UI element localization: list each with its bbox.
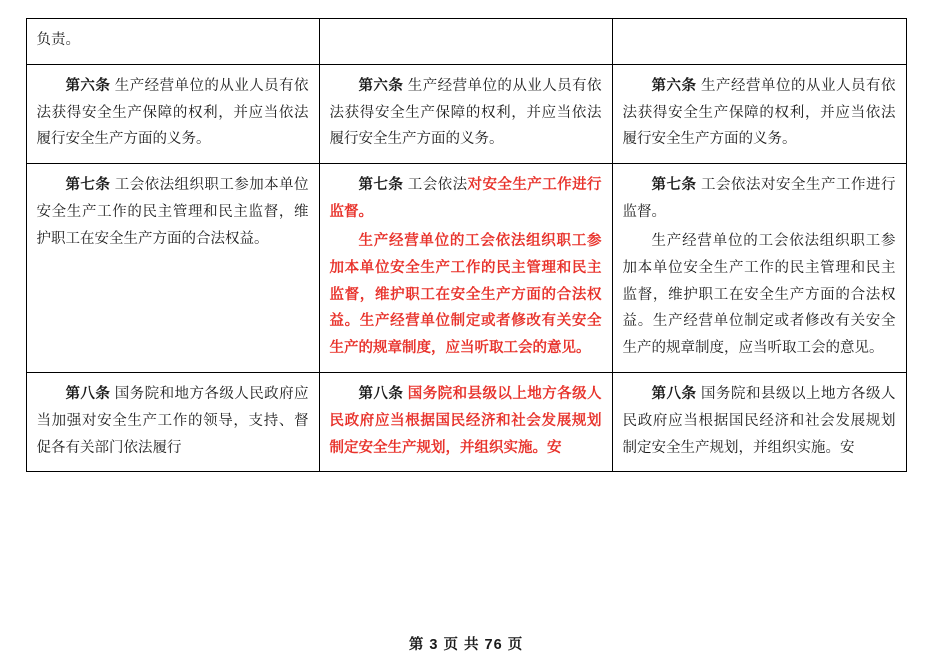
paragraph — [623, 381, 896, 461]
cell-new-article-6 — [612, 64, 906, 163]
article-body: 国务院和地方各级人民政府应当加强对安全生产工作的领导，支持、督促各有关部门依法履行 — [36, 385, 309, 456]
article-label: 第七条 — [651, 177, 697, 194]
paragraph-text: 负责。 — [36, 32, 80, 48]
article-label: 第七条 — [358, 177, 404, 194]
article-label: 第六条 — [65, 77, 111, 94]
cell-new-article-7 — [612, 164, 906, 373]
cell-revised-continuation — [319, 19, 612, 65]
footer-prefix: 第 — [408, 637, 425, 653]
paragraph — [37, 381, 309, 461]
footer-suffix: 页 — [507, 637, 524, 653]
paragraph — [330, 172, 602, 226]
article-body: 生产经营单位的从业人员有依法获得安全生产保障的权利，并应当依法履行安全生产方面的义务。 — [622, 77, 896, 148]
cell-revised-article-6 — [319, 64, 612, 163]
paragraph-revision: 生产经营单位的工会依法组织职工参加本单位安全生产工作的民主管理和民主监督，维护职工在安全生产方面的合法权益。生产经营单位制定或者修改有关安全生产的规章制度，应当听取工会的意见。 — [329, 232, 602, 357]
paragraph — [330, 73, 602, 153]
cell-old-article-8 — [26, 372, 319, 471]
article-label: 第八条 — [65, 385, 111, 402]
table-row — [26, 372, 906, 471]
table-row — [26, 64, 906, 163]
article-label: 第六条 — [651, 77, 697, 94]
document-page — [0, 18, 932, 670]
article-body-revision: 国务院和县级以上地方各级人民政府应当根据国民经济和社会发展规划制定安全生产规划，并组织实施。安 — [329, 385, 602, 456]
article-body: 工会依法组织职工参加本单位安全生产工作的民主管理和民主监督，维护职工在安全生产方面的合法权益。 — [36, 177, 309, 247]
cell-new-continuation — [612, 19, 906, 65]
page-footer — [0, 633, 932, 654]
cell-old-continuation — [26, 19, 319, 65]
paragraph — [330, 381, 602, 461]
article-body: 生产经营单位的从业人员有依法获得安全生产保障的权利，并应当依法履行安全生产方面的义务。 — [36, 77, 309, 148]
article-body: 国务院和县级以上地方各级人民政府应当根据国民经济和社会发展规划制定安全生产规划，并组织实施。安 — [622, 385, 896, 456]
footer-current-page: 3 — [429, 637, 439, 653]
footer-middle: 页 共 — [443, 637, 480, 653]
footer-total-pages: 76 — [484, 637, 503, 653]
article-label: 第六条 — [358, 77, 404, 94]
paragraph — [37, 172, 309, 252]
paragraph — [623, 172, 896, 226]
cell-revised-article-8 — [319, 372, 612, 471]
paragraph — [37, 73, 309, 153]
paragraph: 生产经营单位的工会依法组织职工参加本单位安全生产工作的民主管理和民主监督，维护职工在安全生产方面的合法权益。生产经营单位制定或者修改有关安全生产的规章制度，应当听取工会的意见。 — [622, 232, 896, 357]
paragraph — [623, 73, 896, 153]
article-label: 第八条 — [358, 385, 404, 402]
table-row — [26, 164, 906, 373]
table-row — [26, 19, 906, 65]
article-body: 工会依法对安全生产工作进行监督。 — [622, 177, 896, 221]
article-body-revision: 对安全生产工作进行监督。 — [329, 177, 602, 221]
cell-old-article-7 — [26, 164, 319, 373]
cell-new-article-8 — [612, 372, 906, 471]
comparison-table — [26, 18, 907, 472]
article-label: 第七条 — [65, 177, 111, 194]
cell-old-article-6 — [26, 64, 319, 163]
article-body-plain: 工会依法 — [407, 177, 468, 194]
article-body: 生产经营单位的从业人员有依法获得安全生产保障的权利，并应当依法履行安全生产方面的义务。 — [329, 77, 602, 148]
article-label: 第八条 — [651, 385, 697, 402]
cell-revised-article-7 — [319, 164, 612, 373]
